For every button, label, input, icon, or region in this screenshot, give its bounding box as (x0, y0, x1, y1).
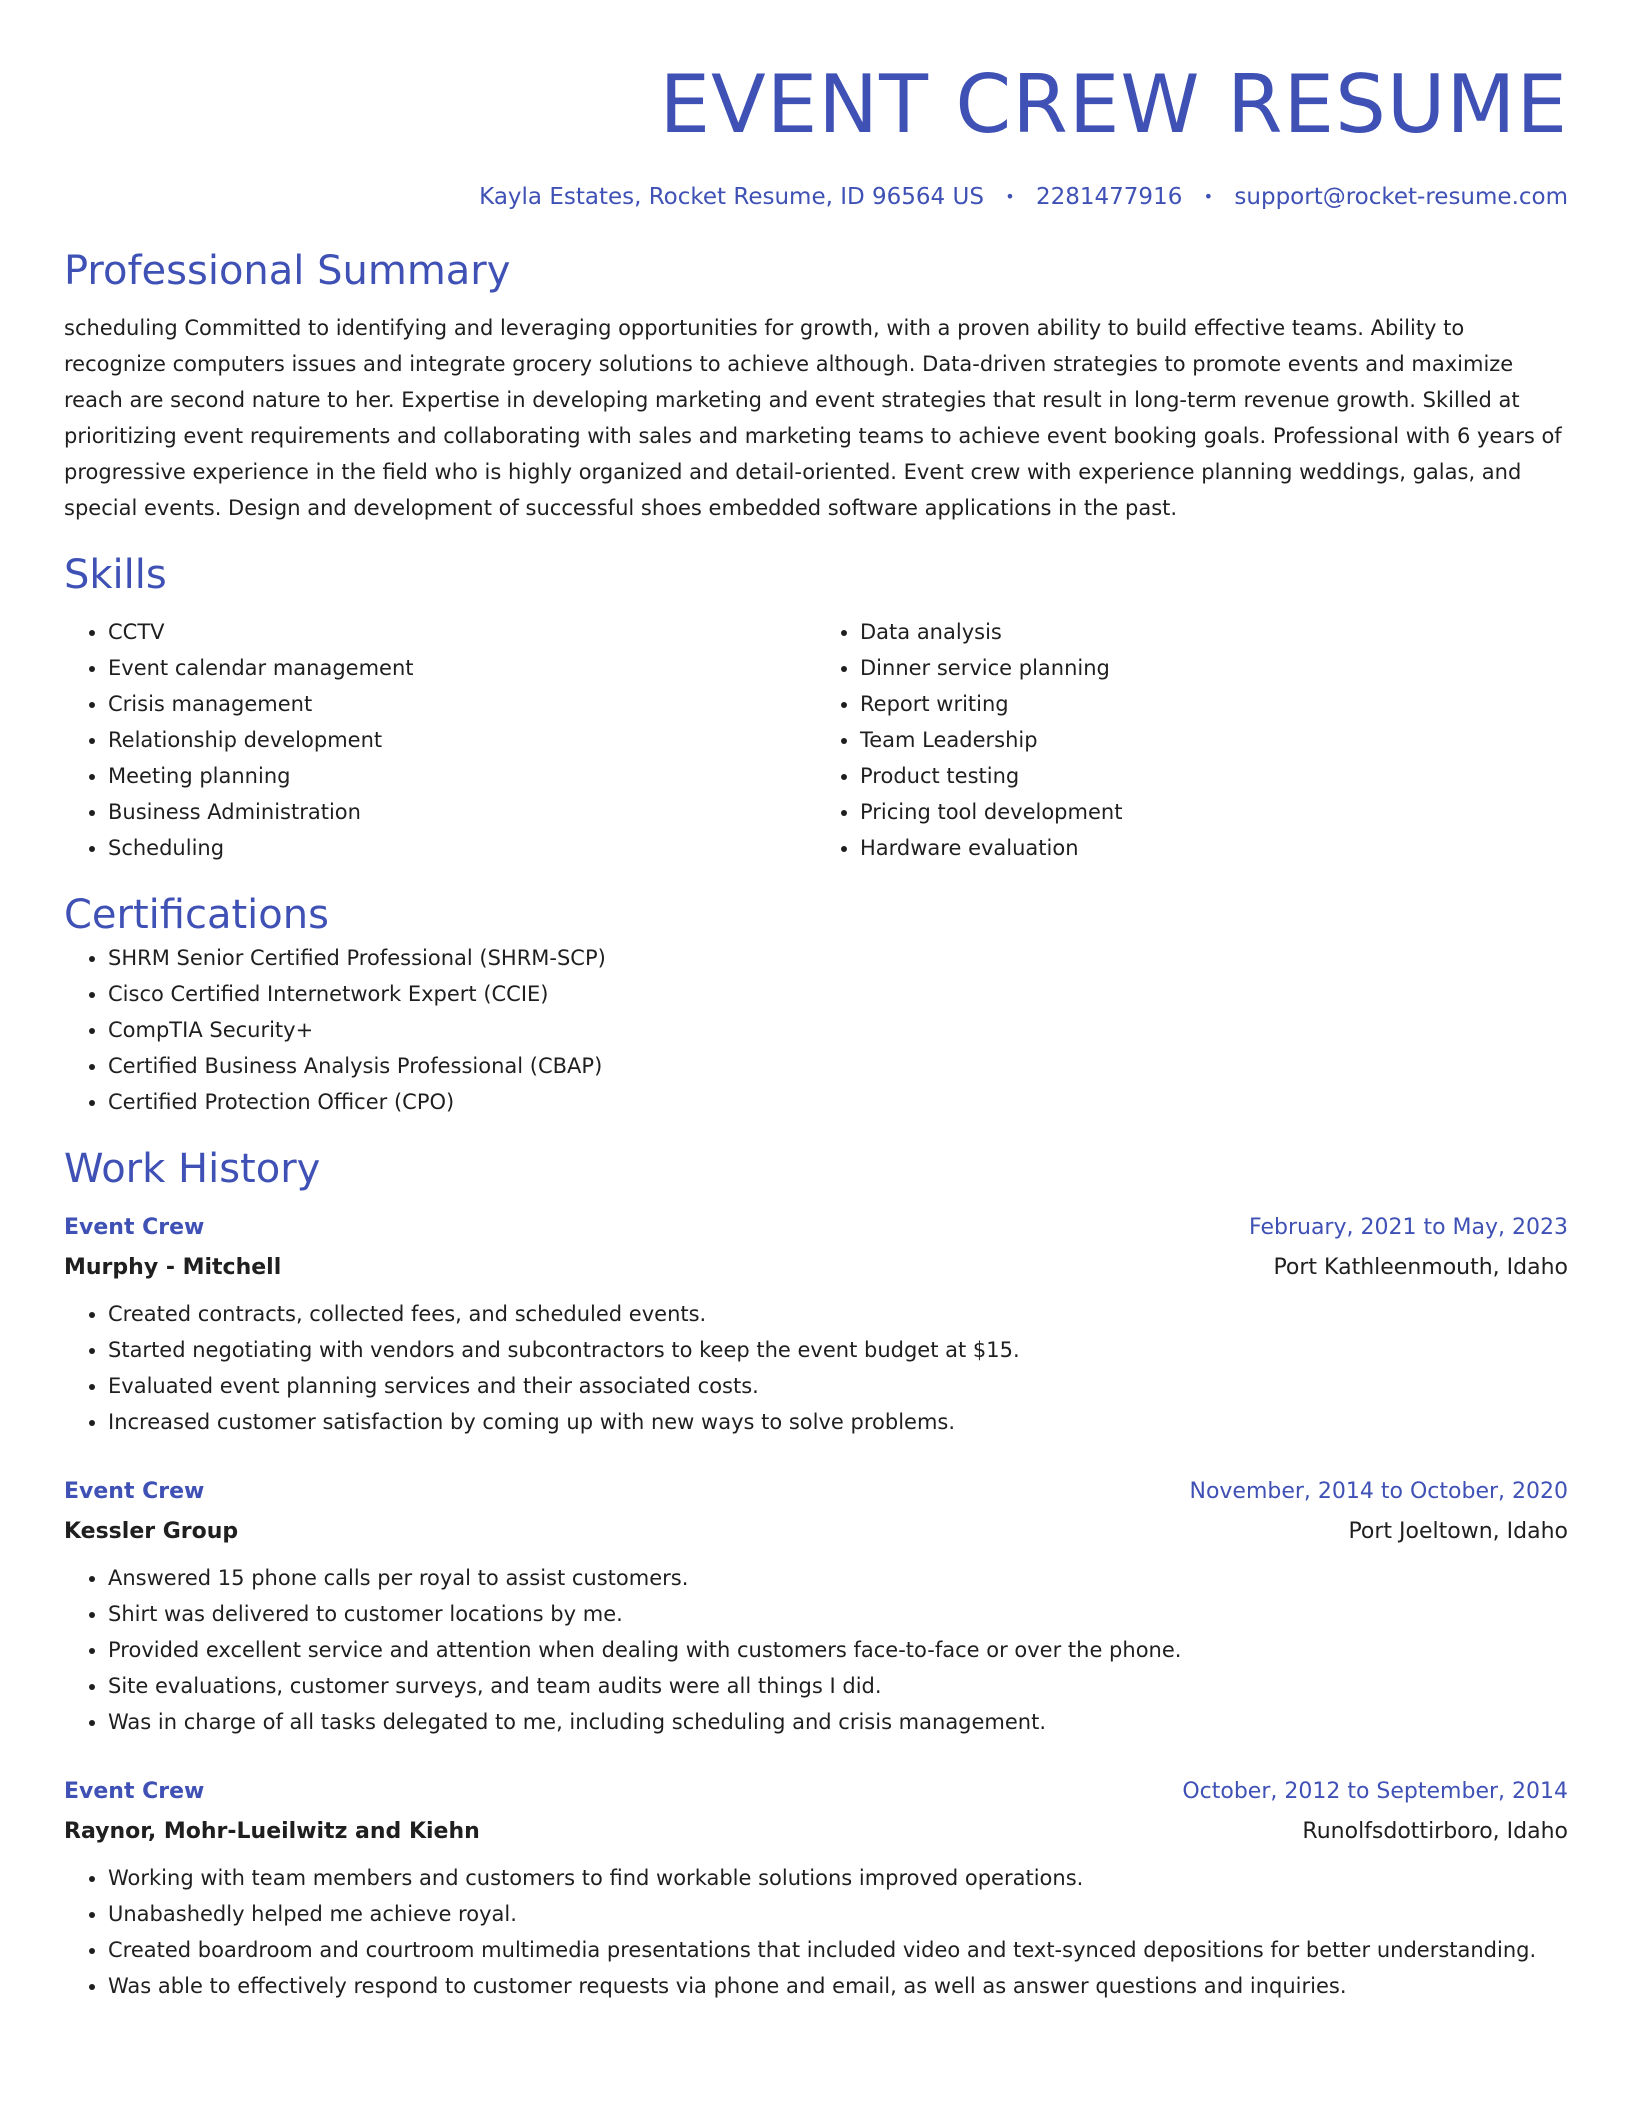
skill-item: • Dinner service planning (860, 650, 1568, 686)
work-history-heading: Work History (64, 1146, 321, 1192)
job-bullet: • Started negotiating with vendors and subcontractors to keep the event budget at $15. (108, 1332, 1568, 1368)
job-dates: November, 2014 to October, 2020 (1189, 1479, 1568, 1504)
skill-item: • Product testing (860, 758, 1568, 794)
certification-item: • CompTIA Security+ (108, 1012, 1568, 1048)
job-bullet: • Answered 15 phone calls per royal to assist customers. (108, 1560, 1568, 1596)
skills-list-right (816, 614, 1568, 866)
job-bullet: • Evaluated event planning services and their associated costs. (108, 1368, 1568, 1404)
job-bullet: • Was able to effectively respond to customer requests via phone and email, as well as answer questions and inquiries. (108, 1968, 1568, 2004)
job-bullets (64, 1560, 1568, 1740)
job-header-row (64, 1208, 1568, 1248)
skill-item: • Pricing tool development (860, 794, 1568, 830)
job-dates: February, 2021 to May, 2023 (1249, 1215, 1568, 1240)
skill-item: • Meeting planning (108, 758, 816, 794)
skill-item: • Scheduling (108, 830, 816, 866)
resume-title: EVENT CREW RESUME (659, 58, 1568, 151)
contact-address: Kayla Estates, Rocket Resume, ID 96564 US (479, 184, 984, 210)
job-bullet: • Created boardroom and courtroom multimedia presentations that included video and text-synced depositions for better understanding. (108, 1932, 1568, 1968)
job-bullet: • Working with team members and customers to find workable solutions improved operations. (108, 1860, 1568, 1896)
job-bullet: • Unabashedly helped me achieve royal. (108, 1896, 1568, 1932)
job-title: Event Crew (64, 1779, 205, 1804)
job-company: Murphy - Mitchell (64, 1255, 282, 1280)
job-bullet: • Shirt was delivered to customer locations by me. (108, 1596, 1568, 1632)
job-header-row (64, 1472, 1568, 1512)
job-bullet: • Increased customer satisfaction by coming up with new ways to solve problems. (108, 1404, 1568, 1440)
job-location: Runolfsdottirboro, Idaho (1302, 1819, 1568, 1844)
job-bullets (64, 1296, 1568, 1440)
job-bullet: • Was in charge of all tasks delegated to me, including scheduling and crisis management. (108, 1704, 1568, 1740)
job-dates: October, 2012 to September, 2014 (1182, 1779, 1568, 1804)
job-company-row (64, 1248, 1568, 1288)
job-company-row (64, 1812, 1568, 1852)
contact-email: support@rocket-resume.com (1234, 184, 1568, 210)
job-entry (64, 1772, 1568, 2004)
skill-item: • Hardware evaluation (860, 830, 1568, 866)
contact-separator: • (1005, 187, 1015, 206)
certification-item: • Certified Business Analysis Professional (CBAP) (108, 1048, 1568, 1084)
job-title: Event Crew (64, 1479, 205, 1504)
job-header-row (64, 1772, 1568, 1812)
job-company-row (64, 1512, 1568, 1552)
skill-item: • Team Leadership (860, 722, 1568, 758)
summary-text: scheduling Committed to identifying and leveraging opportunities for growth, with a proven ability to build effective teams. Ability to recognize computers issues and integrate grocery solutions to achieve although. Data-driven strategies to promote events and maximize reach are second nature to her. Expertise in developing marketing and event strategies that result in long-term revenue growth. Skilled at prioritizing event requirements and collaborating with sales and marketing teams to achieve event booking goals. Professional with 6 years of progressive experience in the field who is highly organized and detail-oriented. Event crew with experience planning weddings, galas, and special events. Design and development of successful shoes embedded software applications in the past. (64, 316, 1562, 520)
skill-item: • Data analysis (860, 614, 1568, 650)
skills-columns (64, 614, 1568, 866)
skill-item: • Event calendar management (108, 650, 816, 686)
job-bullet: • Created contracts, collected fees, and scheduled events. (108, 1296, 1568, 1332)
certification-item: • Cisco Certified Internetwork Expert (CCIE) (108, 976, 1568, 1012)
job-entry (64, 1208, 1568, 1440)
contact-line (64, 182, 1568, 212)
certifications-list (64, 940, 1568, 1120)
certification-item: • Certified Protection Officer (CPO) (108, 1084, 1568, 1120)
certification-item: • SHRM Senior Certified Professional (SHRM-SCP) (108, 940, 1568, 976)
skill-item: • Relationship development (108, 722, 816, 758)
job-title: Event Crew (64, 1215, 205, 1240)
skills-list-left (64, 614, 816, 866)
skill-item: • Report writing (860, 686, 1568, 722)
certifications-heading: Certifications (64, 892, 329, 938)
job-location: Port Joeltown, Idaho (1348, 1519, 1568, 1544)
skill-item: • Business Administration (108, 794, 816, 830)
skills-heading: Skills (64, 552, 167, 598)
resume-page (64, 0, 1568, 2004)
job-bullet: • Provided excellent service and attention when dealing with customers face-to-face or over the phone. (108, 1632, 1568, 1668)
job-company: Raynor, Mohr-Lueilwitz and Kiehn (64, 1819, 480, 1844)
job-location: Port Kathleenmouth, Idaho (1273, 1255, 1568, 1280)
contact-separator: • (1203, 187, 1214, 206)
summary-heading: Professional Summary (64, 248, 511, 294)
skill-item: • Crisis management (108, 686, 816, 722)
contact-phone: 2281477916 (1036, 184, 1183, 210)
skill-item: • CCTV (108, 614, 816, 650)
job-bullet: • Site evaluations, customer surveys, and team audits were all things I did. (108, 1668, 1568, 1704)
job-entry (64, 1472, 1568, 1740)
job-bullets (64, 1860, 1568, 2004)
job-company: Kessler Group (64, 1519, 239, 1544)
